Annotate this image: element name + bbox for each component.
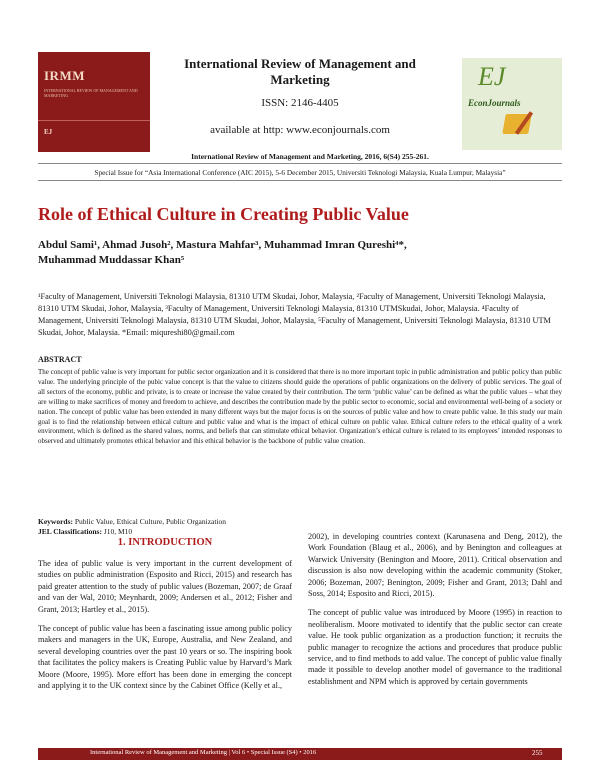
paragraph: The concept of public value was introduced by Moore (1995) in reaction to neoliberalism. Moore motivated to identify that the public sector can create value. He took public organization as a production function; it recruits the public manager to recognize the actions and procedures that produce public service, and to find methods to add value. The concept of public value finally made it possible to develop another model of governance to the traditional establishment and NPM which is approved by certain governments: [308, 608, 562, 686]
special-issue-line: Special Issue for “Asia International Conference (AIC 2015), 5-6 December 2015, Universiti Teknologi Malaysia, Kuala Lumpur, Malaysia”: [94, 168, 506, 177]
author-list: [38, 238, 562, 268]
citation-line: International Review of Management and Marketing, 2016, 6(S4) 255-261.: [191, 152, 429, 161]
authors-line-1: Abdul Sami¹, Ahmad Jusoh², Mastura Mahfar³, Muhammad Imran Qureshi⁴*,: [38, 239, 407, 251]
affiliations: ¹Faculty of Management, Universiti Teknologi Malaysia, 81310 UTM Skudai, Johor, Malaysia, ²Faculty of Management, Universiti Teknologi Malaysia, 81310 UTM Skudai, Johor, Malaysia, ³Faculty of Management, Universiti Teknologi Malaysia, 81310 UTMSkudai, Johor, Malaysia. ⁴Faculty of Management, Universiti Teknologi Malaysia, 81310 UTM Skudai, Johor, Malaysia, ⁵Faculty of Management, Universiti Teknologi Malaysia, 81310 UTM Skudai, Johor, Malaysia. *Email: miqureshi80@gmail.com: [38, 292, 551, 337]
cover-subtitle: INTERNATIONAL REVIEW OF MANAGEMENT AND MARKETING: [44, 88, 138, 98]
cover-divider: [38, 120, 150, 121]
issn: ISSN: 2146-4405: [261, 97, 339, 109]
econjournals-logo: [462, 58, 562, 150]
article-title: Role of Ethical Culture in Creating Public Value: [38, 204, 409, 224]
abstract-text: The concept of public value is very important for public sector organization and it is considered that there is no more important topic in public administration and public policy than public value. The underlying principle of the pubic value concept is that the value to citizens should guide the operations of public organizations on the delivery of public services. The goal of all sectors of the economy, public and private, is to create or increase the value created by their contribution. The term ‘public value’ can be defined as what the public values – what they are willing to make sacrifices of money and freedom to achieve, and describes the contribution made by the public sector to economic, social and environmental well-being of a society or nation. The concept of public value has been extended in many different ways but the major focus is on the sources of public value and how to create public value. In this study our main goal is to find the relationship between ethical culture and public value and what is the impact of ethical culture on public value. Ethical culture refers to the ethical quality of a work environment, which is defined as the shared values, norms, and beliefs that can stimulate ethical behavior. Organization’s ethical culture is related to its employees’ intended responses to observed and ultimately promotes ethical behavior and this ethical behavior is the backbone of public value creation.: [38, 368, 562, 446]
cover-title: IRMM: [44, 68, 85, 83]
logo-initials: EJ: [478, 62, 506, 91]
section-heading-introduction: 1. INTRODUCTION: [117, 537, 213, 548]
paragraph: The concept of public value has been a fascinating issue among public policy makers and managers in the UK, Europe, Australia, and New Zealand, and several developing countries over the past 10 years or so. The inspiring book that facilitates the policy makers is Creating Public value by Harvard’s Mark Moore (Moore, 1995). More effort has been done in emerging the concept and applying it to the UK context since by the Cabinet Office (Kelly et al.,: [38, 624, 292, 691]
abstract-heading: ABSTRACT: [38, 355, 82, 364]
jel-value: J10, M10: [103, 527, 133, 536]
authors-line-2: Muhammad Muddassar Khan⁵: [38, 254, 185, 266]
keywords-label: Keywords:: [38, 517, 73, 526]
body-column-right: [308, 531, 562, 695]
journal-name: International Review of Management and Marketing: [184, 56, 416, 87]
cover-logo: EJ: [44, 128, 53, 136]
availability-line: available at http: www.econjournals.com: [210, 124, 390, 136]
footer-text: International Review of Management and Marketing | Vol 6 • Special Issue (S4) • 2016: [90, 749, 317, 756]
body-column-left: [38, 558, 292, 699]
page-number: 255: [532, 749, 543, 757]
jel-label: JEL Classifications:: [38, 527, 102, 536]
jel-classifications: [38, 527, 132, 536]
logo-name: EconJournals: [468, 98, 521, 108]
journal-cover-image: [38, 52, 150, 152]
paragraph: 2002), in developing countries context (Karunasena and Deng, 2012), the Work Foundation (Blaug et al., 2006), and by Benington and colleagues at Warwick University (Benington and Moore, 2011). Critical observation and discussion is also now developing within the academic community (Stoker, 2006; Bozeman, 2007; Benington, 2009; Fisher and Grant, 2013; Dahl and Soss, 2014; Esposito and Ricci, 2015).: [308, 532, 562, 599]
keywords-value: Public Value, Ethical Culture, Public Organization: [74, 517, 227, 526]
paragraph: The idea of public value is very important in the current development of studies on public administration (Esposito and Ricci, 2015) and research has paid greater attention to the study of public values (Bozeman, 2007; de Graaf and van der Wal, 2010; Meynhardt, 2009; Andersen et al., 2012; Fisher and Grant, 2013; Hartley et al., 2015).: [38, 559, 292, 614]
header-rule-top: [38, 163, 562, 164]
header-rule-bottom: [38, 180, 562, 181]
keywords: [38, 517, 226, 526]
